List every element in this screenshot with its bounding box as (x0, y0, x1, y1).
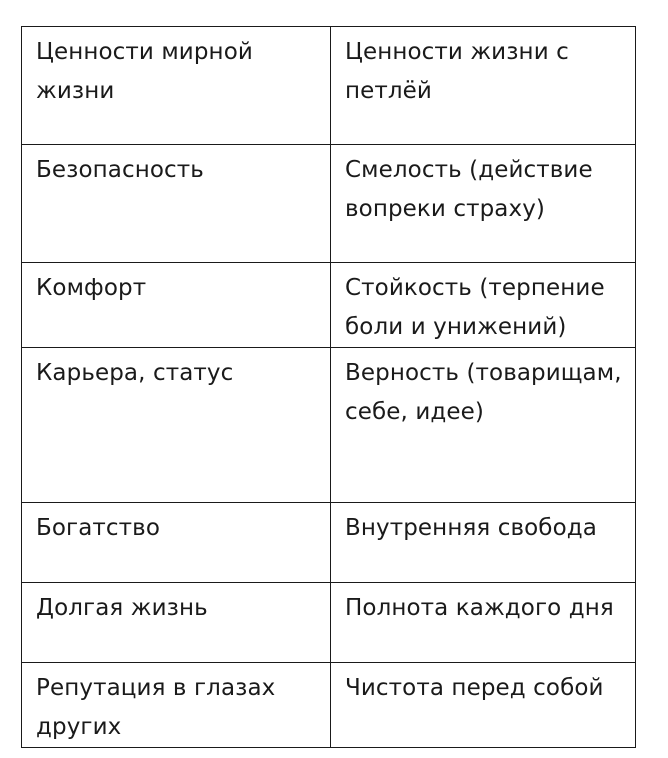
table-cell-left: Комфорт (22, 263, 331, 348)
table-cell-left: Карьера, статус (22, 348, 331, 503)
table-row (22, 348, 636, 503)
header-cell-noose-values: Ценности жизни с петлёй (331, 27, 636, 145)
table-row (22, 263, 636, 348)
table-cell-right: Внутренняя свобода (331, 503, 636, 583)
table-cell-right: Смелость (действие вопреки страху) (331, 145, 636, 263)
table-row (22, 503, 636, 583)
header-cell-peaceful-values: Ценности мирной жизни (22, 27, 331, 145)
table-row (22, 145, 636, 263)
table-cell-left: Долгая жизнь (22, 583, 331, 663)
table-cell-left: Безопасность (22, 145, 331, 263)
table-cell-right: Верность (товарищам, себе, идее) (331, 348, 636, 503)
table-header-row (22, 27, 636, 145)
table-cell-left: Богатство (22, 503, 331, 583)
table-row (22, 583, 636, 663)
table-cell-right: Чистота перед собой (331, 663, 636, 748)
table-cell-right: Стойкость (терпение боли и унижений) (331, 263, 636, 348)
table-cell-left: Репутация в глазах других (22, 663, 331, 748)
table-row (22, 663, 636, 748)
values-comparison-table (21, 26, 636, 748)
table-cell-right: Полнота каждого дня (331, 583, 636, 663)
